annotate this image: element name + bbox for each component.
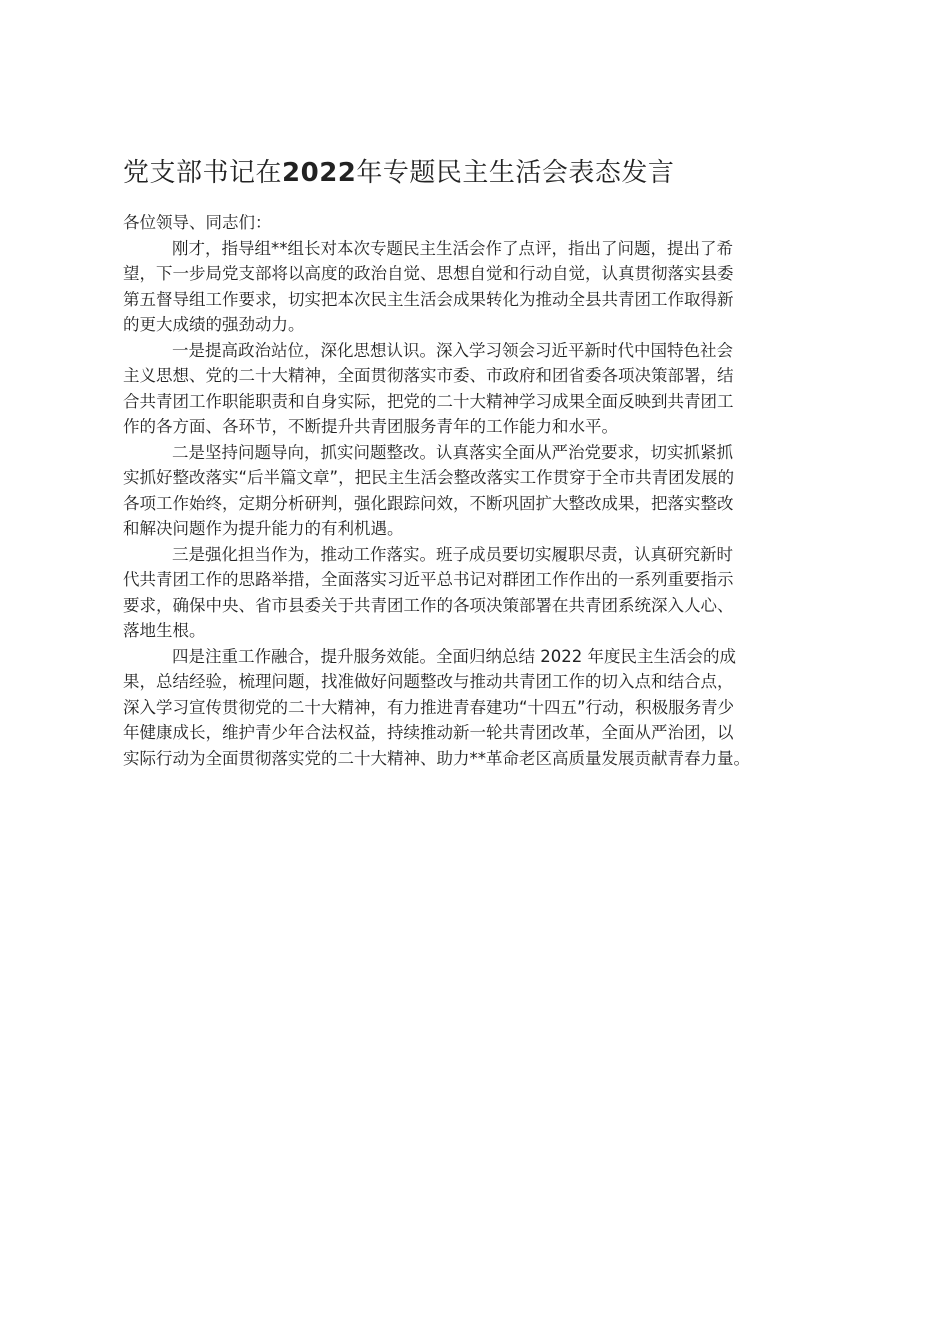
salutation: 各位领导、同志们： bbox=[123, 213, 272, 232]
title-suffix: 年专题民主生活会表态发言 bbox=[356, 158, 675, 188]
paragraph-point-three: 三是强化担当作为，推动工作落实。班子成员要切实履职尽责，认真研究新时 代共青团工作的思路举措，全面落实习近平总书记对群团工作作出的一系列重要指示 要求，确保中央、省市县委关于共青团工作的各项决策部署在共青团系统深入人心、 落地生根。 bbox=[123, 544, 734, 640]
title-prefix: 党支部书记在 bbox=[123, 158, 283, 188]
paragraph-point-one: 一是提高政治站位，深化思想认识。深入学习领会习近平新时代中国特色社会 主义思想、党的二十大精神，全面贯彻落实市委、市政府和团省委各项决策部署，结 合共青团工作职能职责和自身实际，把党的二十大精神学习成果全面反映到共青团工 作的各方面、各环节，不断提升共青团服务青年的工作能力和水平。 bbox=[123, 340, 734, 436]
paragraph-point-four: 四是注重工作融合，提升服务效能。全面归纳总结 2022 年度民主生活会的成 果，总结经验，梳理问题，找准做好问题整改与推动共青团工作的切入点和结合点， 深入学习宣传贯彻党的二十大精神，有力推进青春建功“十四五”行动，积极服务青少 年健康成长，维护青少年合法权益，持续推动新一轮共青团改革，全面从严治团，以 实际行动为全面贯彻落实党的二十大精神、助力**革命老区高质量发展贡献青春力量。 bbox=[123, 646, 750, 768]
title-year: 2022 bbox=[282, 158, 357, 188]
document-title bbox=[123, 154, 883, 192]
paragraph-point-two: 二是坚持问题导向，抓实问题整改。认真落实全面从严治党要求，切实抓紧抓 实抓好整改落实“后半篇文章”，把民主生活会整改落实工作贯穿于全市共青团发展的 各项工作始终，定期分析研判，强化跟踪问效，不断巩固扩大整改成果，把落实整改 和解决问题作为提升能力的有利机遇。 bbox=[123, 442, 735, 538]
document-body bbox=[123, 210, 835, 771]
paragraph-opening: 刚才，指导组**组长对本次专题民主生活会作了点评，指出了问题，提出了希 望，下一步局党支部将以高度的政治自觉、思想自觉和行动自觉，认真贯彻落实县委 第五督导组工作要求，切实把本次民主生活会成果转化为推动全县共青团工作取得新 的更大成绩的强劲动力。 bbox=[123, 238, 734, 334]
